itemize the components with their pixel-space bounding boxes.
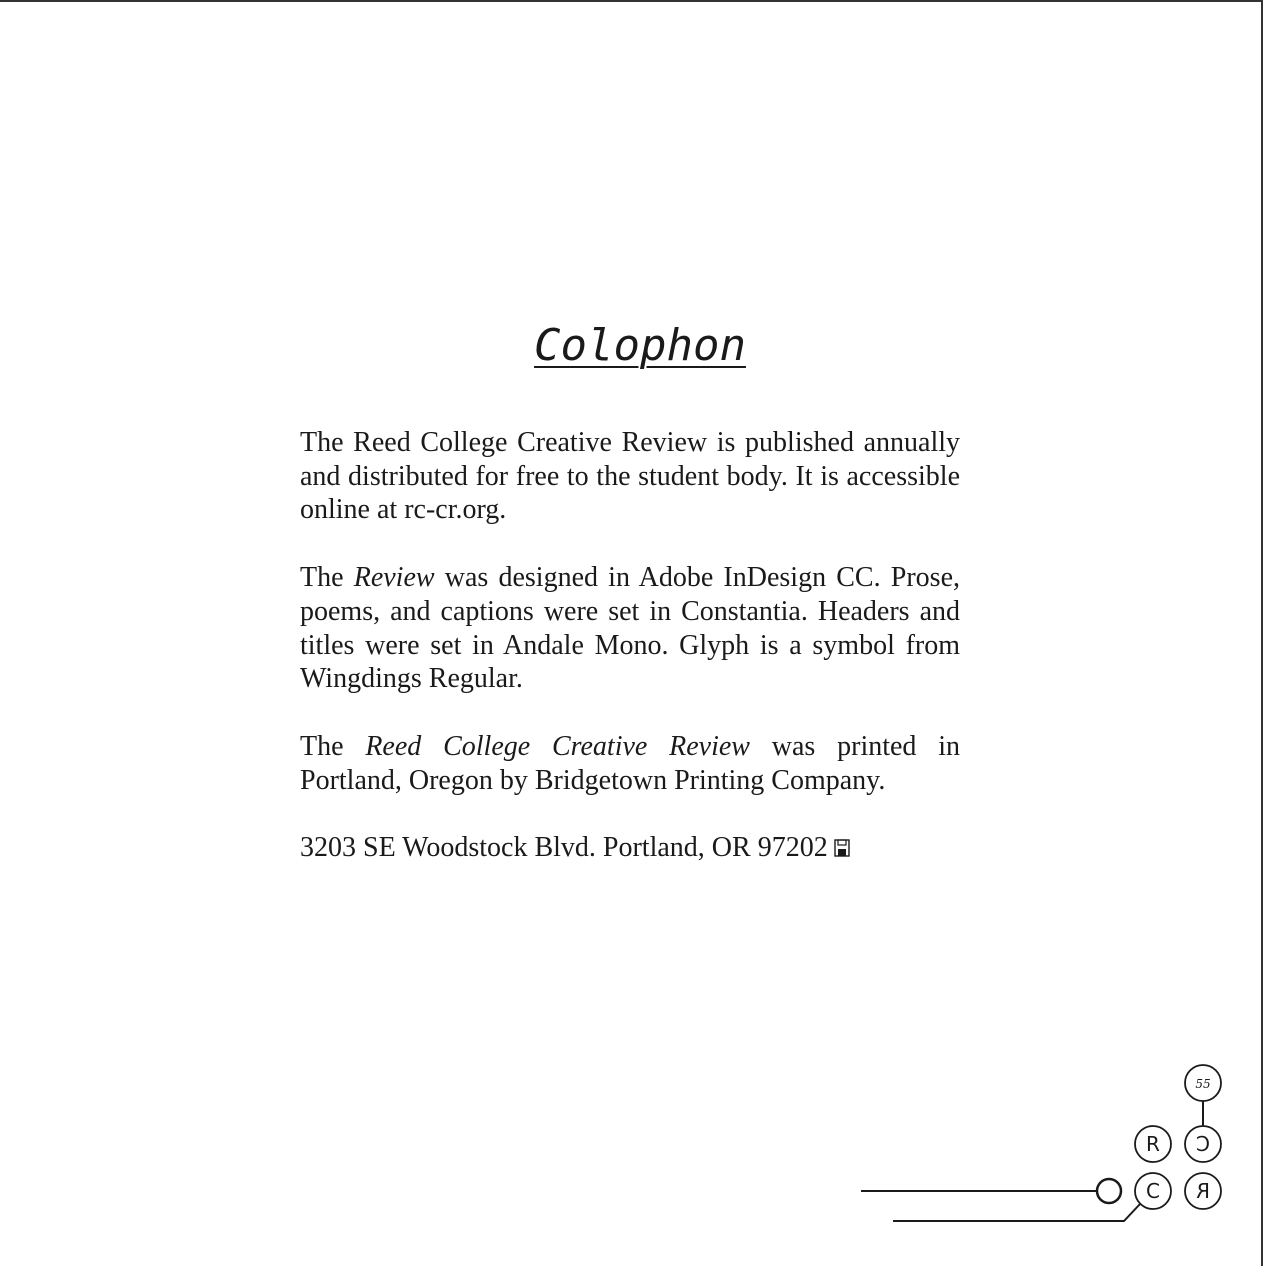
paragraph-design-italic: Review bbox=[353, 562, 435, 594]
page-title bbox=[0, 318, 1264, 374]
paragraph-design bbox=[300, 561, 960, 696]
page-border-top bbox=[0, 0, 1262, 2]
logo-letter-r: R bbox=[1146, 1132, 1160, 1156]
colophon-body bbox=[300, 426, 960, 899]
address-line bbox=[300, 831, 960, 865]
page-number: 55 bbox=[1195, 1077, 1211, 1091]
rccr-corner-logo bbox=[840, 1050, 1240, 1250]
logo-letter-c: C bbox=[1146, 1179, 1160, 1203]
paragraph-printing-italic: Reed College Creative Review bbox=[365, 730, 750, 762]
logo-letter-r-mirrored: R bbox=[1196, 1179, 1210, 1203]
paragraph-publication: The Reed College Creative Review is published annually and distributed for free to the student body. It is accessible online at rc-cr.org. bbox=[300, 427, 960, 526]
page-border-right bbox=[1261, 0, 1263, 1266]
paragraph-printing-rest: was printed in Portland, Oregon by Bridgetown Printing Company. bbox=[300, 730, 961, 796]
paragraph-printing bbox=[300, 730, 960, 797]
page-title-text: Colophon bbox=[534, 320, 746, 371]
address-text: 3203 SE Woodstock Blvd. Portland, OR 97202 bbox=[300, 832, 828, 864]
logo-line-lower bbox=[893, 1204, 1140, 1221]
logo-letter-c-mirrored: C bbox=[1196, 1132, 1210, 1156]
logo-empty-circle bbox=[1097, 1179, 1121, 1203]
paragraph-printing-lead: The bbox=[300, 730, 366, 762]
paragraph-design-rest: was designed in Adobe InDesign CC. Prose, poems, and captions were set in Constantia. Headers and titles were set in Andale Mono. Glyph is a symbol from Wingdings Regular. bbox=[300, 562, 960, 695]
paragraph-design-lead: The bbox=[300, 562, 354, 594]
floppy-disk-icon bbox=[834, 839, 850, 857]
